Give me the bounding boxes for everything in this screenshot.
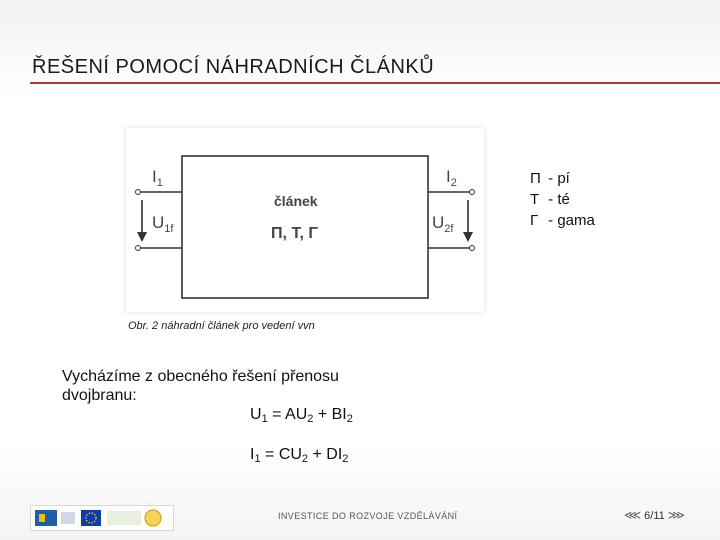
slide-title: ŘEŠENÍ POMOCÍ NÁHRADNÍCH ČLÁNKŮ [32, 56, 435, 78]
op-logo [145, 510, 161, 526]
equation-i1: $I_1 = CU_2 + DI_2$ [250, 446, 349, 465]
legend-symbol: Γ [530, 212, 539, 229]
i1-label: $I_1$ [152, 167, 163, 189]
chevron-right-double-icon[interactable]: ⋙ [667, 508, 685, 522]
figure-caption: Obr. 2 náhradní článek pro vedení vvn [128, 320, 315, 332]
circuit-figure [126, 128, 484, 312]
legend-symbol: Π [530, 170, 541, 187]
legend-symbol: T [530, 191, 540, 208]
title-underline [30, 82, 720, 84]
u1-label: $U_{1f}$ [152, 213, 174, 235]
esf-logo-mark [39, 514, 45, 522]
legend-item-gama [530, 210, 595, 231]
legend-text: - té [544, 191, 570, 208]
circuit-diagram [126, 128, 484, 312]
eu-flag-icon [81, 510, 101, 526]
right-bottom-terminal [470, 246, 475, 251]
u1-arrow-head-icon [137, 232, 147, 242]
funding-logos [30, 505, 174, 531]
legend-text: - gama [544, 212, 595, 229]
u2-arrow-head-icon [463, 232, 473, 242]
logo-strip [31, 506, 173, 530]
page-number: 6/11 [644, 510, 665, 522]
i2-label: $I_2$ [446, 167, 457, 189]
intro-text: Vycházíme z obecného řešení přenosu dvojbranu: [62, 368, 339, 404]
legend-text: - pí [544, 170, 570, 187]
legend-item-te [530, 189, 595, 210]
legend [530, 168, 595, 231]
left-top-terminal [136, 190, 141, 195]
msmt-logo [107, 511, 141, 525]
equation-u1: $U_1 = AU_2 + BI_2$ [250, 406, 353, 425]
left-bottom-terminal [136, 246, 141, 251]
legend-item-pi [530, 168, 595, 189]
right-top-terminal [470, 190, 475, 195]
esf-logo [35, 510, 57, 526]
chevron-left-double-icon[interactable]: ⋘ [624, 508, 642, 522]
block-label: článek [274, 193, 318, 209]
block-types: Π, T, Γ [271, 225, 318, 242]
u2-label: $U_{2f}$ [432, 213, 454, 235]
footer-text: INVESTICE DO ROZVOJE VZDĚLÁVÁNÍ [278, 511, 458, 521]
page-navigator [624, 508, 685, 522]
esf-caption-block [61, 512, 75, 524]
